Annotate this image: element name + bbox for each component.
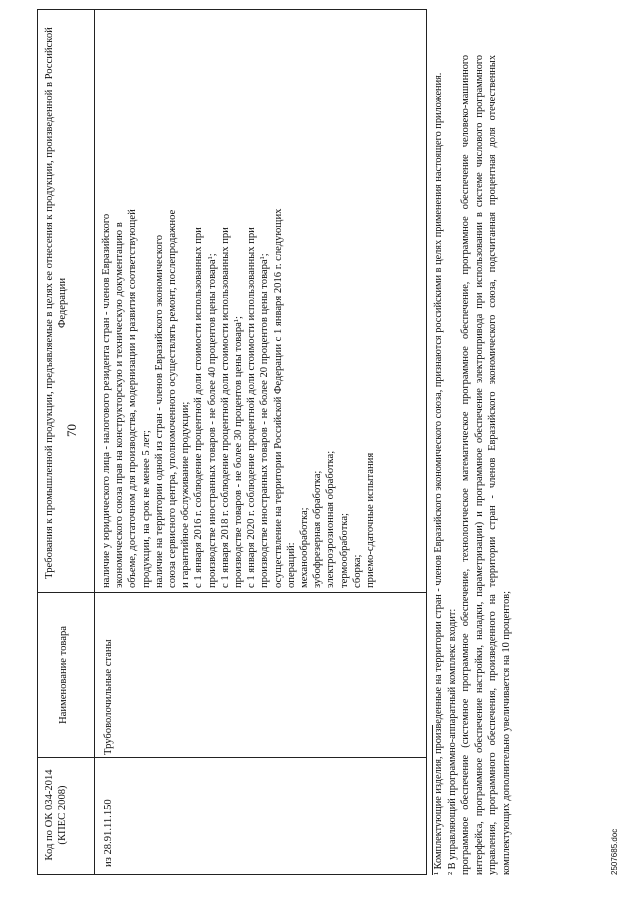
requirement-line: электроэрозионная обработка; <box>325 450 337 588</box>
requirement-line: с 1 января 2018 г. соблюдение процентной доли стоимости использованных при <box>219 227 231 588</box>
requirement-line: с 1 января 2016 г. соблюдение процентной доли стоимости использованных при <box>193 227 205 588</box>
footnotes <box>432 55 514 875</box>
requirement-line: наличие на территории одной из стран - членов Евразийского экономического <box>153 234 165 588</box>
requirement-line: производстве иностранных товаров - не более 40 процентов цены товара¹; <box>206 253 218 588</box>
table-bottom-border <box>426 9 427 875</box>
header-code: Код по ОК 034-2014 (КПЕС 2008) <box>44 769 68 861</box>
requirement-line: сборка; <box>351 554 363 588</box>
table-left-border <box>37 874 426 875</box>
requirements-text <box>100 13 377 588</box>
requirement-line: механообработка; <box>299 507 311 588</box>
requirement-line: осуществление на территории Российской Федерации с 1 января 2016 г. следующих <box>272 208 284 588</box>
requirement-line: с 1 января 2020 г. соблюдение процентной доли стоимости использованных при <box>246 227 258 588</box>
document-id: 2507685.doc <box>610 828 619 875</box>
requirement-line: союза сервисного центра, уполномоченного осуществлять ремонт, послепродажное <box>167 209 179 588</box>
requirement-line: продукции, на срок не менее 5 лет; <box>140 430 152 588</box>
table-right-border <box>37 9 426 10</box>
header-requirements: Требования к промышленной продукции, предъявляемые в целях ее отнесения к продукции, произведенной в Российской Федерации <box>44 27 68 579</box>
table-top-border <box>37 9 38 875</box>
product-code: из 28.91.11.150 <box>103 799 114 867</box>
requirement-line: производстве иностранных товаров - не более 20 процентов цены товара¹; <box>259 253 271 588</box>
footnote-1: ¹ Комплектующие изделия, произведенные на территории стран - членов Евразийского экономического союза, признаются российскими в целях применения настоящего приложения. <box>433 72 444 875</box>
requirement-line: и гарантийное обслуживание продукции; <box>180 401 192 588</box>
requirement-line: приемо-сдаточные испытания <box>365 452 377 588</box>
header-name: Наименование товара <box>58 626 69 724</box>
requirement-line: производстве товаров - не более 30 процентов цены товара¹; <box>233 316 245 588</box>
requirement-line: объеме, достаточном для производства, модернизации и развития соответствующей <box>127 209 139 588</box>
requirement-line: операций: <box>285 542 297 588</box>
column-divider-1 <box>37 757 426 758</box>
product-name: Трубоволочильные станы <box>103 639 114 755</box>
page-number: 70 <box>64 424 79 437</box>
requirement-line: наличие у юридического лица - налогового резидента стран - членов Евразийского <box>101 213 112 588</box>
footnote-2-text: программное обеспечение (системное программное обеспечение, технологическое математическое программное обеспечение, программное обеспечение человеко-машинного интерфейса, программное обеспечение настройки, наладки, параметризации) и программное обеспечение электропривода при использовании в системе числового программного управления, программного обеспечения, произведенного на территории стран - членов Евразийского экономического союза, подсчитанная процентная доля отечественных комплектующих дополнительно увеличивается на 10 процентов; <box>460 55 512 875</box>
requirement-line: термообработка; <box>338 513 350 588</box>
requirement-line: экономического союза прав на конструкторскую и техническую документацию в <box>114 222 126 588</box>
requirement-line: зубофрезерная обработка; <box>312 470 324 588</box>
footnote-2: ² В управляющий программно-аппаратный комплекс входит: <box>446 608 458 875</box>
table-header-separator <box>94 9 95 875</box>
column-divider-2 <box>37 592 426 593</box>
